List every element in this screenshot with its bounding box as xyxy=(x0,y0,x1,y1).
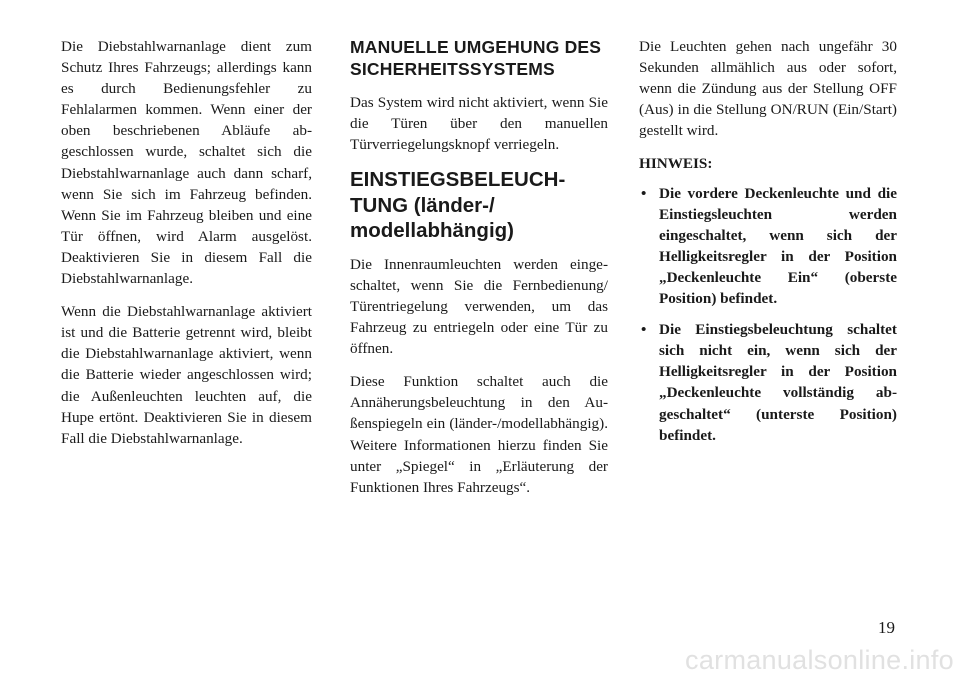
note-text: Die vordere Deckenleuchte und die Einstiegsleuchten werden eingeschaltet, wenn sich der Helligkeitsregler in der Position „Deckenleuchte Ein“ (oberste Position) befindet. xyxy=(659,184,897,308)
note-item xyxy=(639,183,897,310)
manual-override-heading: MANUELLE UMGEHUNG DES SICHERHEITSSYSTEMS xyxy=(350,37,602,79)
bullet-icon: • xyxy=(641,184,647,202)
approach-lighting-paragraph: Diese Funktion schaltet auch die Annäherungsbeleuchtung in den Außenspiegeln ein (länder-/modellabhängig). Weitere Informationen hierzu finden Sie unter „Spiegel“ in „Erläuterung der Funktionen Ihres Fahrzeugs“. xyxy=(350,373,608,496)
manual-override-paragraph: Das System wird nicht aktiviert, wenn Sie die Türen über den manuellen Türverriegelungsknopf verriegeln. xyxy=(350,94,608,154)
note-text: Die Einstiegsbeleuchtung schaltet sich nicht ein, wenn sich der Helligkeitsregler in der Position „Deckenleuchte vollständig abgeschaltet“ (unterste Position) befindet. xyxy=(659,321,897,444)
watermark-text: carmanualsonline.info xyxy=(685,645,954,675)
lights-fade-paragraph: Die Leuchten gehen nach ungefähr 30 Sekunden allmählich aus oder sofort, wenn die Zündung aus der Stellung OFF (Aus) in die Stellung ON/RUN (Ein/Start) gestellt wird. xyxy=(639,38,897,140)
entry-lighting-heading: EINSTIEGSBELEUCHTUNG (länder-/ modellabhängig) xyxy=(350,168,566,243)
note-item xyxy=(639,319,897,446)
bullet-icon: • xyxy=(641,321,647,339)
battery-paragraph: Wenn die Diebstahlwarnanlage aktiviert ist und die Batterie getrennt wird, bleibt die Diebstahlwarnanlage aktiviert, wenn die Batterie wieder angeschlossen wird; die Außenleuchten leuchten auf, die Hupe ertönt. Deaktivieren Sie in diesem Fall die Diebstahlwarnanlage. xyxy=(61,303,312,447)
middle-column xyxy=(350,36,608,510)
page-number: 19 xyxy=(878,618,895,637)
right-column xyxy=(639,36,897,456)
alarm-paragraph: Die Diebstahlwarnanlage dient zum Schutz Ihres Fahrzeugs; allerdings kann es durch Bedienungsfehler zu Fehlalarmen kommen. Wenn einer der oben beschriebenen Abläufe abgeschlossen wurde, schaltet sich die Diebstahlwarnanlage auch dann scharf, wenn Sie sich im Fahrzeug befinden. Wenn Sie im Fahrzeug bleiben und eine Tür öffnen, wird Alarm ausgelöst. Deaktivieren Sie in diesem Fall die Diebstahlwarnanlage. xyxy=(61,38,312,288)
left-column xyxy=(61,36,312,461)
note-list xyxy=(639,183,897,446)
note-title: HINWEIS: xyxy=(639,155,713,173)
entry-lighting-paragraph: Die Innenraumleuchten werden eingeschaltet, wenn Sie die Fernbedienung/ Türentriegelung verwenden, um das Fahrzeug zu entriegeln oder eine Tür zu öffnen. xyxy=(350,255,608,358)
